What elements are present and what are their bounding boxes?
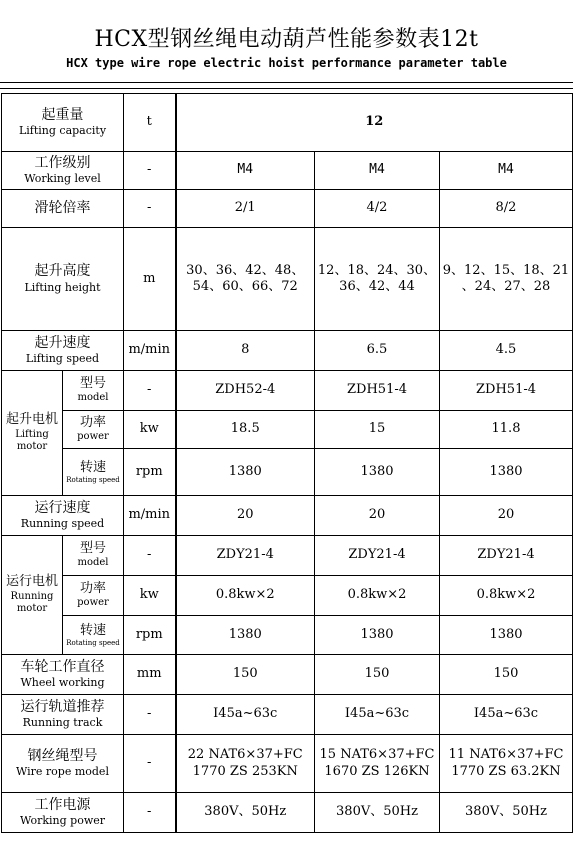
value-cell: 20 [176, 496, 315, 536]
title-divider [0, 82, 573, 83]
row-label-lifting-speed: 起升速度 Lifting speed [2, 331, 124, 371]
value-cell: 150 [176, 655, 315, 695]
unit-cell: - [124, 536, 176, 576]
unit-cell: rpm [124, 616, 176, 655]
value-cell: I45a~63c [315, 695, 440, 735]
value-cell: 20 [440, 496, 573, 536]
row-label-working-level: 工作级别 Working level [2, 152, 124, 190]
table-row-running-motor-model [2, 536, 573, 576]
value-cell: 150 [440, 655, 573, 695]
sub-label-power: 功率 power [63, 576, 124, 616]
row-label-wire-rope: 钢丝绳型号 Wire rope model [2, 735, 124, 793]
value-cell: 8/2 [440, 190, 573, 228]
value-cell: 380V、50Hz [176, 793, 315, 833]
table-row-reeving [2, 190, 573, 228]
value-cell: I45a~63c [440, 695, 573, 735]
value-cell: I45a~63c [176, 695, 315, 735]
table-row-running-track [2, 695, 573, 735]
sub-label-model: 型号 model [63, 371, 124, 411]
value-cell: 9、12、15、18、21 、24、27、28 [440, 228, 573, 331]
value-cell: ZDY21-4 [315, 536, 440, 576]
unit-cell: - [124, 793, 176, 833]
unit-cell: m/min [124, 496, 176, 536]
table-row-wheel-diameter [2, 655, 573, 695]
value-cell: ZDY21-4 [176, 536, 315, 576]
table-row-running-motor-speed [2, 616, 573, 655]
page-subtitle: HCX type wire rope electric hoist performance parameter table [66, 56, 507, 70]
table-row-working-power [2, 793, 573, 833]
unit-cell: rpm [124, 449, 176, 496]
value-cell: 4.5 [440, 331, 573, 371]
unit-cell: t [124, 94, 176, 152]
table-row-lifting-motor-power [2, 411, 573, 449]
value-cell: M4 [440, 152, 573, 190]
value-cell: 0.8kw×2 [440, 576, 573, 616]
value-cell: 11 NAT6×37+FC 1770 ZS 63.2KN [440, 735, 573, 793]
value-cell: 1380 [315, 449, 440, 496]
table-row-running-motor-power [2, 576, 573, 616]
value-cell: ZDH51-4 [440, 371, 573, 411]
value-cell: 12、18、24、30、 36、42、44 [315, 228, 440, 331]
value-cell: 380V、50Hz [440, 793, 573, 833]
value-cell: 30、36、42、48、 54、60、66、72 [176, 228, 315, 331]
value-cell: 1380 [176, 616, 315, 655]
row-group-label-running-motor: 运行电机 Running motor [2, 536, 63, 655]
sub-label-model: 型号 model [63, 536, 124, 576]
row-label-wheel-diameter: 车轮工作直径 Wheel working [2, 655, 124, 695]
row-label-capacity: 起重量 Lifting capacity [2, 94, 124, 152]
table-row-capacity [2, 94, 573, 152]
sub-label-rotating-speed: 转速 Rotating speed [63, 616, 124, 655]
unit-cell: m/min [124, 331, 176, 371]
value-cell: 15 NAT6×37+FC 1670 ZS 126KN [315, 735, 440, 793]
table-row-working-level [2, 152, 573, 190]
value-cell: 150 [315, 655, 440, 695]
row-label-reeving: 滑轮倍率 [2, 190, 124, 228]
unit-cell: - [124, 190, 176, 228]
unit-cell: - [124, 735, 176, 793]
row-label-running-speed: 运行速度 Running speed [2, 496, 124, 536]
value-cell: 1380 [440, 616, 573, 655]
table-row-lifting-speed [2, 331, 573, 371]
table-row-wire-rope [2, 735, 573, 793]
sub-label-rotating-speed: 转速 Rotating speed [63, 449, 124, 496]
value-cell: 1380 [315, 616, 440, 655]
value-cell: 0.8kw×2 [176, 576, 315, 616]
table-row-running-speed [2, 496, 573, 536]
capacity-value: 12 [176, 94, 573, 152]
value-cell: 4/2 [315, 190, 440, 228]
value-cell: 1380 [176, 449, 315, 496]
table-row-lifting-height [2, 228, 573, 331]
value-cell: M4 [176, 152, 315, 190]
value-cell: 380V、50Hz [315, 793, 440, 833]
row-label-running-track: 运行轨道推荐 Running track [2, 695, 124, 735]
unit-cell: - [124, 152, 176, 190]
value-cell: ZDH52-4 [176, 371, 315, 411]
value-cell: 20 [315, 496, 440, 536]
value-cell: 6.5 [315, 331, 440, 371]
table-row-lifting-motor-model [2, 371, 573, 411]
row-group-label-lifting-motor: 起升电机 Lifting motor [2, 371, 63, 496]
value-cell: ZDY21-4 [440, 536, 573, 576]
row-label-lifting-height: 起升高度 Lifting height [2, 228, 124, 331]
parameter-table [1, 93, 573, 833]
title-divider-secondary [0, 88, 573, 89]
value-cell: 18.5 [176, 411, 315, 449]
value-cell: ZDH51-4 [315, 371, 440, 411]
value-cell: 0.8kw×2 [315, 576, 440, 616]
sub-label-power: 功率 power [63, 411, 124, 449]
unit-cell: mm [124, 655, 176, 695]
value-cell: 1380 [440, 449, 573, 496]
value-cell: 11.8 [440, 411, 573, 449]
value-cell: 15 [315, 411, 440, 449]
page-title: HCX型钢丝绳电动葫芦性能参数表12t [94, 27, 479, 52]
unit-cell: m [124, 228, 176, 331]
unit-cell: kw [124, 576, 176, 616]
unit-cell: - [124, 371, 176, 411]
unit-cell: - [124, 695, 176, 735]
value-cell: M4 [315, 152, 440, 190]
unit-cell: kw [124, 411, 176, 449]
table-row-lifting-motor-speed [2, 449, 573, 496]
value-cell: 8 [176, 331, 315, 371]
value-cell: 2/1 [176, 190, 315, 228]
row-label-working-power: 工作电源 Working power [2, 793, 124, 833]
value-cell: 22 NAT6×37+FC 1770 ZS 253KN [176, 735, 315, 793]
